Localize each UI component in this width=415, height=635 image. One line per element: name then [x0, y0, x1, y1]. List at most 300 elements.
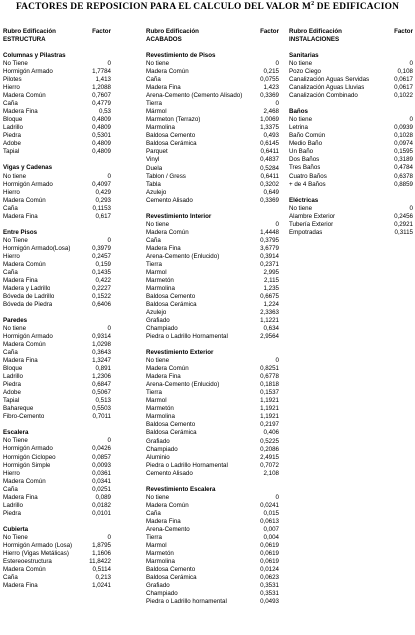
header-rubro: Rubro Edificación — [3, 28, 56, 35]
row-label: Baldosa Cemento — [146, 292, 196, 300]
header-factor: Factor — [92, 28, 111, 35]
table-row — [146, 221, 279, 229]
row-factor: 0,5503 — [92, 405, 111, 413]
row-factor: 0,4097 — [92, 180, 111, 188]
row-label: Champiado — [146, 325, 178, 333]
row-factor: 0,0101 — [92, 509, 111, 517]
column-header — [146, 28, 279, 44]
row-label: Tapial — [3, 148, 20, 156]
table-row — [3, 397, 111, 405]
table-row — [3, 253, 111, 261]
row-label: Tierra — [146, 260, 162, 268]
table-row — [3, 365, 111, 373]
table-row — [146, 598, 279, 606]
row-factor: 0 — [275, 220, 279, 228]
table-row — [3, 173, 111, 181]
row-label: Bloque — [3, 116, 23, 124]
row-label: Caña — [146, 236, 161, 244]
table-row — [289, 68, 413, 76]
section — [289, 52, 413, 100]
row-label: Bloque — [3, 365, 23, 373]
row-factor: 0,8251 — [260, 365, 279, 373]
row-label: Caña — [3, 204, 18, 212]
row-label: Baldosa Cerámica — [146, 140, 197, 148]
row-factor: 2,468 — [263, 108, 279, 116]
row-label: No tiene — [146, 220, 170, 228]
table-row — [146, 293, 279, 301]
table-row — [289, 76, 413, 84]
section-title: Revestimiento de Pisos — [146, 52, 216, 60]
row-label: Madera Fina — [146, 373, 181, 381]
row-label: Madera y Ladrillo — [3, 284, 51, 292]
row-label: Madera Común — [3, 565, 46, 573]
row-factor: 0,3531 — [260, 582, 279, 590]
row-factor: 0,0857 — [92, 453, 111, 461]
table-row — [3, 181, 111, 189]
row-factor: 0 — [275, 493, 279, 501]
table-row — [289, 148, 413, 156]
row-label: Marmolina — [146, 284, 175, 292]
row-factor: 1,2306 — [92, 373, 111, 381]
row-label: Hormigón Armado (Losa) — [3, 541, 73, 549]
table-row — [3, 60, 111, 68]
row-factor: 0,1595 — [394, 148, 413, 156]
row-label: No Tiene — [3, 437, 28, 445]
table-row — [289, 229, 413, 237]
row-label: Caña — [3, 349, 18, 357]
table-row — [3, 558, 111, 566]
table-row — [146, 373, 279, 381]
row-label: No tiene — [289, 60, 313, 68]
row-label: Duela — [146, 164, 163, 172]
table-row — [3, 197, 111, 205]
table-row — [146, 189, 279, 197]
section-title: Revestimiento Escalera — [146, 485, 216, 493]
header-rubro: Rubro Edificación — [146, 28, 199, 35]
row-factor: 0,0493 — [260, 598, 279, 606]
row-label: Hierro (Vigas Metálicas) — [3, 549, 69, 557]
table-row — [146, 245, 279, 253]
row-factor: 0,5067 — [92, 389, 111, 397]
row-label: Baldosa Cemento — [146, 565, 196, 573]
table-row — [146, 542, 279, 550]
row-factor: 0 — [107, 60, 111, 68]
table-row — [146, 84, 279, 92]
row-label: Bahareque — [3, 405, 34, 413]
row-factor: 0,3979 — [92, 244, 111, 252]
section — [146, 213, 279, 342]
row-factor: 0,3914 — [260, 252, 279, 260]
row-factor: 0,1435 — [92, 268, 111, 276]
row-factor: 0,1522 — [92, 292, 111, 300]
row-factor: 0 — [107, 533, 111, 541]
row-label: Caña — [3, 485, 18, 493]
column-header — [3, 28, 111, 44]
table-row — [146, 566, 279, 574]
row-label: Marmol — [146, 268, 167, 276]
row-label: Empotradas — [289, 228, 323, 236]
row-factor: 0 — [275, 60, 279, 68]
row-factor: 1,3247 — [92, 357, 111, 365]
row-factor: 0,1028 — [394, 132, 413, 140]
row-factor: 2,3363 — [260, 309, 279, 317]
row-label: Arena-Cemento (Enlucido) — [146, 252, 220, 260]
row-factor: 0 — [409, 116, 413, 124]
row-label: Azulejo — [146, 188, 167, 196]
row-factor: 0,015 — [263, 509, 279, 517]
row-label: Piedra o Ladrillo hornamental — [146, 598, 227, 606]
row-factor: 0,1022 — [394, 92, 413, 100]
row-label: Champiado — [146, 445, 178, 453]
row-label: Vinyl — [146, 156, 160, 164]
table-row — [146, 140, 279, 148]
table-row — [146, 413, 279, 421]
table-row — [3, 237, 111, 245]
table-row — [3, 566, 111, 574]
table-row — [146, 68, 279, 76]
table-row — [146, 325, 279, 333]
section-title: Entre Pisos — [3, 228, 38, 236]
row-label: Tabla — [146, 180, 161, 188]
row-factor: 1,8795 — [92, 541, 111, 549]
table-row — [146, 365, 279, 373]
table-row — [3, 494, 111, 502]
table-row — [146, 197, 279, 205]
row-factor: 0,1153 — [92, 204, 111, 212]
row-factor: 1,423 — [263, 84, 279, 92]
row-label: Tubería Exterior — [289, 220, 334, 228]
section-title: Paredes — [3, 317, 28, 324]
row-label: Madera Fina — [3, 581, 38, 589]
row-label: Estereoestructura — [3, 557, 52, 565]
table-row — [146, 405, 279, 413]
table-row — [3, 445, 111, 453]
table-row — [146, 534, 279, 542]
table-row — [146, 470, 279, 478]
table-row — [3, 269, 111, 277]
row-label: Madera Común — [3, 92, 46, 100]
row-label: Hormigón Ciclopeo — [3, 453, 56, 461]
table-row — [3, 245, 111, 253]
row-label: Baño Común — [289, 132, 326, 140]
row-factor: 0,0619 — [260, 557, 279, 565]
table-row — [146, 357, 279, 365]
row-factor: 0,2921 — [394, 220, 413, 228]
row-factor: 1,1921 — [260, 405, 279, 413]
table-row — [146, 421, 279, 429]
row-factor: 0,2197 — [260, 421, 279, 429]
row-factor: 0,4779 — [92, 100, 111, 108]
row-label: Madera Común — [3, 260, 46, 268]
row-factor: 0,3189 — [394, 156, 413, 164]
row-factor: 0,406 — [263, 429, 279, 437]
table-row — [289, 116, 413, 124]
column-instalaciones — [289, 28, 413, 237]
row-label: Pozo Ciego — [289, 68, 321, 76]
row-label: Baldosa Cerámica — [146, 429, 197, 437]
table-row — [146, 582, 279, 590]
page-title: FACTORES DE REPOSICION PARA EL CALCULO DEL VALOR $M^2$ DE EDIFICACION — [15, 1, 400, 13]
row-factor: 0,293 — [95, 196, 111, 204]
table-row — [3, 148, 111, 156]
table-row — [3, 534, 111, 542]
row-factor: 0,0361 — [92, 469, 111, 477]
row-factor: 0,6675 — [260, 292, 279, 300]
row-label: Madera Fina — [3, 108, 38, 116]
row-label: Cemento Alisado — [146, 196, 193, 204]
row-label: Tres Baños — [289, 164, 321, 172]
table-row — [289, 173, 413, 181]
row-label: Hierro — [3, 469, 20, 477]
row-label: Madera Fina — [3, 493, 38, 501]
section-title: Columnas y Pilastras — [3, 52, 66, 60]
row-factor: 0,089 — [95, 493, 111, 501]
section — [289, 197, 413, 237]
row-label: Alambre Exterior — [289, 212, 336, 220]
section-title: Revestimiento Exterior — [146, 349, 214, 357]
row-label: Fibro-Cemento — [3, 413, 45, 421]
column-acabados — [146, 28, 279, 606]
table-row — [146, 100, 279, 108]
row-factor: 0,2227 — [92, 284, 111, 292]
table-row — [146, 397, 279, 405]
row-label: Aluminio — [146, 453, 170, 461]
table-row — [3, 478, 111, 486]
row-label: Tierra — [146, 533, 162, 541]
table-row — [146, 518, 279, 526]
header-rubro: Rubro Edificación — [289, 28, 342, 35]
row-label: Adobe — [3, 389, 21, 397]
row-label: Caña — [146, 509, 161, 517]
row-label: No tiene — [289, 204, 313, 212]
row-label: Marmolina — [146, 124, 175, 132]
row-label: Cuatro Baños — [289, 172, 327, 180]
row-label: Tapial — [3, 397, 20, 405]
table-row — [146, 381, 279, 389]
row-factor: 0,1818 — [260, 381, 279, 389]
row-factor: 0,0341 — [92, 477, 111, 485]
row-label: Caña — [3, 573, 18, 581]
row-factor: 1,235 — [263, 284, 279, 292]
table-row — [146, 454, 279, 462]
table-row — [146, 301, 279, 309]
row-factor: 0,5114 — [92, 565, 111, 573]
row-label: + de 4 Baños — [289, 180, 326, 188]
table-row — [146, 550, 279, 558]
row-label: Canalización Combinado — [289, 92, 358, 100]
row-label: Hierro — [3, 84, 20, 92]
table-row — [146, 148, 279, 156]
row-label: Bóveda de Ladrillo — [3, 292, 55, 300]
table-row — [3, 381, 111, 389]
table-row — [289, 132, 413, 140]
row-factor: 2,995 — [263, 268, 279, 276]
table-row — [146, 116, 279, 124]
table-row — [3, 213, 111, 221]
row-factor: 0,617 — [95, 212, 111, 220]
row-label: Arena-Cemento — [146, 525, 190, 533]
table-row — [3, 542, 111, 550]
section — [3, 429, 111, 517]
section — [3, 52, 111, 156]
table-row — [146, 156, 279, 164]
table-row — [3, 132, 111, 140]
table-row — [3, 462, 111, 470]
section-title: Escalera — [3, 429, 29, 437]
section-title: Vigas y Cadenas — [3, 164, 53, 172]
row-label: No Tiene — [3, 236, 28, 244]
row-factor: 0,4837 — [260, 156, 279, 164]
row-label: Baldosa Cemento — [146, 132, 196, 140]
row-label: Tierra — [146, 100, 162, 108]
row-factor: 0,2457 — [92, 252, 111, 260]
table-row — [3, 277, 111, 285]
table-row — [289, 140, 413, 148]
section-title: Eléctricas — [289, 196, 319, 204]
section — [3, 317, 111, 421]
row-label: Baldosa Cemento — [146, 421, 196, 429]
row-factor: 0,0619 — [260, 549, 279, 557]
table-row — [3, 92, 111, 100]
row-label: Marmetón — [146, 405, 174, 413]
row-label: Adobe — [3, 140, 21, 148]
row-label: Madera Común — [146, 501, 189, 509]
row-label: Hierro — [3, 252, 20, 260]
table-row — [3, 574, 111, 582]
table-row — [3, 502, 111, 510]
row-factor: 2,9564 — [260, 333, 279, 341]
row-factor: 0,004 — [263, 533, 279, 541]
row-factor: 0,0093 — [92, 461, 111, 469]
row-factor: 0,6145 — [260, 140, 279, 148]
row-label: Grafiado — [146, 582, 170, 590]
row-label: No tiene — [146, 357, 170, 365]
row-factor: 0 — [107, 172, 111, 180]
row-factor: 0,2456 — [394, 212, 413, 220]
row-factor: 0 — [409, 204, 413, 212]
row-label: Marmol — [146, 397, 167, 405]
row-label: Tablon / Gress — [146, 172, 186, 180]
row-factor: 0,493 — [263, 132, 279, 140]
table-row — [3, 454, 111, 462]
title-superscript: 2 — [311, 1, 315, 7]
table-row — [3, 293, 111, 301]
row-factor: 0,4784 — [394, 164, 413, 172]
row-label: Piedra o Ladrillo Hornamental — [146, 461, 228, 469]
section — [289, 108, 413, 188]
row-label: Marmolina — [146, 413, 175, 421]
row-factor: 0,53 — [98, 108, 111, 116]
row-factor: 0,7072 — [260, 461, 279, 469]
table-row — [3, 301, 111, 309]
table-row — [3, 325, 111, 333]
row-label: Grafiado — [146, 317, 170, 325]
row-label: Canalización Aguas Lluvias — [289, 84, 365, 92]
row-label: Madera Común — [146, 365, 189, 373]
row-factor: 0,6411 — [260, 148, 279, 156]
table-row — [146, 510, 279, 518]
row-label: Madera Común — [146, 68, 189, 76]
section — [146, 486, 279, 606]
table-row — [3, 470, 111, 478]
row-factor: 0 — [275, 357, 279, 365]
table-row — [3, 550, 111, 558]
table-row — [146, 108, 279, 116]
header-category: ESTRUCTURA — [3, 36, 46, 44]
row-label: Madera Fina — [3, 212, 38, 220]
table-row — [289, 213, 413, 221]
row-factor: 0,3369 — [260, 92, 279, 100]
row-label: Hormigón Armado — [3, 333, 53, 341]
row-label: No tiene — [289, 116, 313, 124]
table-row — [3, 205, 111, 213]
row-label: Hormigón Armado — [3, 445, 53, 453]
table-row — [3, 108, 111, 116]
row-label: Madera Común — [3, 477, 46, 485]
row-label: Piedra o Ladrillo Hornamental — [146, 333, 228, 341]
table-row — [146, 237, 279, 245]
table-row — [289, 84, 413, 92]
table-row — [146, 165, 279, 173]
row-factor: 2,115 — [263, 276, 279, 284]
row-label: Arena-Cemento (Enlucido) — [146, 381, 220, 389]
row-factor: 2,4915 — [260, 453, 279, 461]
table-row — [146, 574, 279, 582]
table-row — [3, 486, 111, 494]
table-row — [3, 333, 111, 341]
table-row — [146, 181, 279, 189]
row-factor: 0,634 — [263, 325, 279, 333]
table-row — [289, 92, 413, 100]
row-factor: 0,0939 — [394, 124, 413, 132]
row-factor: 0,7607 — [92, 92, 111, 100]
table-row — [3, 413, 111, 421]
row-factor: 1,1921 — [260, 413, 279, 421]
row-factor: 1,2088 — [92, 84, 111, 92]
row-factor: 0,9314 — [92, 333, 111, 341]
table-row — [146, 132, 279, 140]
row-label: Hormigón Armado — [3, 180, 53, 188]
row-factor: 0,891 — [95, 365, 111, 373]
row-label: Marmetón — [146, 549, 174, 557]
section — [146, 349, 279, 478]
table-row — [3, 357, 111, 365]
table-row — [3, 100, 111, 108]
row-factor: 0,0974 — [394, 140, 413, 148]
row-factor: 0,6378 — [394, 172, 413, 180]
table-row — [146, 309, 279, 317]
row-label: Medio Baño — [289, 140, 323, 148]
row-label: Azulejo — [146, 309, 167, 317]
row-label: Madera Común — [3, 196, 46, 204]
table-row — [146, 124, 279, 132]
row-factor: 0,4809 — [92, 148, 111, 156]
table-row — [3, 405, 111, 413]
row-factor: 3,6779 — [260, 244, 279, 252]
table-row — [289, 221, 413, 229]
column-estructura — [3, 28, 111, 590]
table-row — [146, 558, 279, 566]
row-label: Piedra — [3, 132, 21, 140]
row-factor: 0,0613 — [260, 517, 279, 525]
row-factor: 0,8859 — [394, 180, 413, 188]
row-factor: 0,3369 — [260, 196, 279, 204]
row-factor: 1,224 — [263, 301, 279, 308]
row-factor: 0,0619 — [260, 541, 279, 549]
column-header — [289, 28, 413, 44]
table-row — [3, 76, 111, 84]
row-factor: 0,213 — [95, 573, 111, 581]
